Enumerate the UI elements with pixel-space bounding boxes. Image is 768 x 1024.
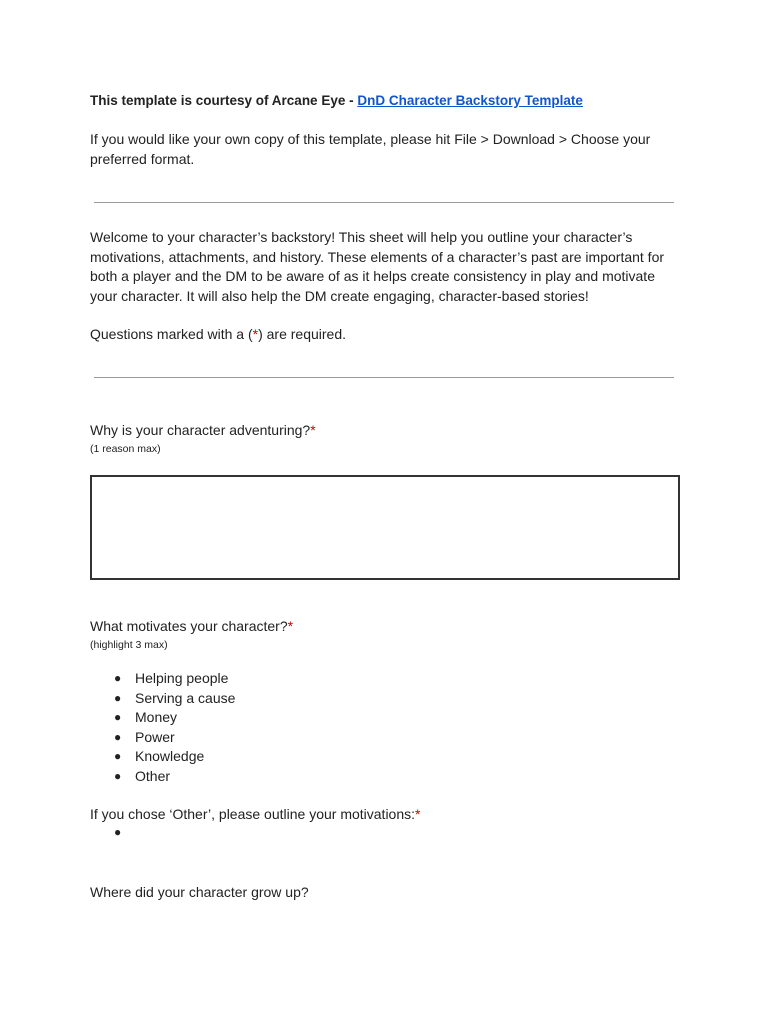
question-adventuring-required: * [310,422,316,438]
question-other-required: * [415,806,421,822]
question-grow-up: Where did your character grow up? [90,884,309,900]
courtesy-text: This template is courtesy of Arcane Eye - [90,93,358,108]
divider-2 [94,377,674,378]
list-item[interactable] [90,728,235,748]
adventuring-answer-box[interactable] [90,475,680,580]
question-adventuring [90,421,670,441]
bullet-icon: ● [114,690,122,705]
list-item[interactable] [90,767,235,787]
bullet-icon: ● [114,729,122,744]
list-item[interactable] [90,669,235,689]
motivation-option-label: Knowledge [135,748,205,764]
question-adventuring-hint: (1 reason max) [90,443,161,455]
list-item[interactable] [90,747,235,767]
question-motivation-required: * [287,618,294,634]
motivation-options [90,669,235,786]
list-item[interactable] [90,708,235,728]
bullet-icon: ● [114,671,122,685]
motivation-option-label: Other [135,767,171,784]
other-answer-bullet[interactable]: ● [114,825,122,839]
question-motivation-text: What motivates your character? [90,618,288,634]
motivation-option-label: Serving a cause [135,689,236,706]
motivation-option-label: Power [135,728,175,745]
bullet-icon: ● [114,749,122,763]
question-other [90,805,670,825]
required-note-prefix: Questions marked with a ( [90,326,253,342]
copy-instructions: If you would like your own copy of this template, please hit File > Download > Choose your preferred format. [90,131,651,167]
required-note [90,325,670,345]
motivation-option-label: Money [135,709,178,725]
question-motivation [90,617,670,637]
courtesy-line [90,93,583,108]
motivation-option-label: Helping people [135,670,229,686]
required-note-suffix: ) are required. [258,326,347,342]
bullet-icon: ● [114,768,122,783]
list-item[interactable] [90,689,235,709]
bullet-icon: ● [114,710,122,724]
backstory-template-link[interactable]: DnD Character Backstory Template [357,93,583,108]
required-asterisk: * [252,326,259,342]
question-motivation-hint: (highlight 3 max) [90,639,168,651]
welcome-paragraph: Welcome to your character’s backstory! This sheet will help you outline your character’s motivations, attachments, and history. These elements of a character’s past are important for both a player and the DM to be aware of as it helps create consistency in play and motivate your character. It will also help the DM create engaging, character-based stories! [90,229,665,304]
question-adventuring-text: Why is your character adventuring? [90,422,311,438]
question-other-text: If you chose ‘Other’, please outline your motivations: [90,806,416,822]
divider-1 [94,202,674,203]
